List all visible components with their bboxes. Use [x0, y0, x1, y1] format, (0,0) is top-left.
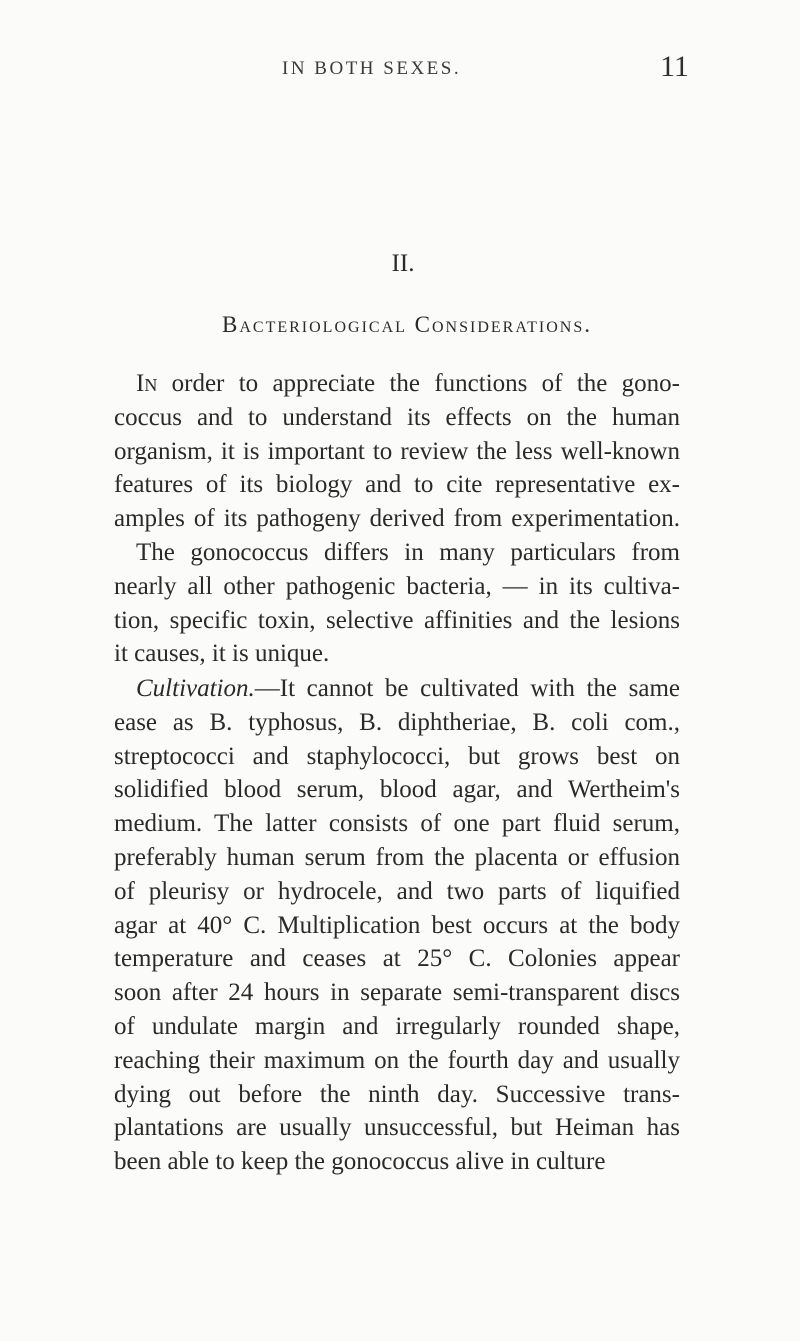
paragraph-line: tion, specific toxin, selective affinities and the lesions	[114, 606, 680, 634]
chapter-title	[0, 312, 800, 338]
paragraph-line: reaching their maximum on the fourth day and usually	[114, 1046, 680, 1074]
paragraph-introduction	[114, 367, 680, 671]
running-head: IN BOTH SEXES.	[282, 58, 462, 79]
paragraph-line: of pleurisy or hydrocele, and two parts of liquified	[114, 877, 680, 905]
paragraph-line: coccus and to understand its effects on the human	[114, 403, 680, 431]
paragraph-line: of undulate margin and irregularly rounded shape,	[114, 1012, 680, 1040]
page-number: 11	[660, 50, 689, 83]
paragraph-line: it causes, it is unique.	[114, 640, 330, 668]
paragraph-line: organism, it is important to review the less well-known	[114, 437, 680, 465]
chapter-number: II.	[391, 250, 415, 277]
chapter-title-text: Bacteriological Considerations.	[222, 312, 592, 337]
paragraph-lead-word: In	[136, 370, 158, 397]
paragraph-line: plantations are usually unsuccessful, but Heiman has	[114, 1114, 680, 1142]
paragraph-line: amples of its pathogeny derived from experimentation.	[114, 505, 680, 533]
paragraph-line: agar at 40° C. Multiplication best occurs at the body	[114, 911, 680, 939]
paragraph-cultivation	[114, 672, 680, 1179]
paragraph-line: soon after 24 hours in separate semi-transparent discs	[114, 979, 680, 1007]
paragraph-line: preferably human serum from the placenta or effusion	[114, 843, 680, 871]
paragraph-line: been able to keep the gonococcus alive in culture	[114, 1148, 606, 1176]
paragraph-line: Cultivation.—It cannot be cultivated with the same	[136, 675, 680, 702]
paragraph-line: temperature and ceases at 25° C. Colonies appear	[114, 945, 680, 973]
paragraph-line: ease as B. typhosus, B. diphtheriae, B. coli com.,	[114, 708, 680, 736]
paragraph-line: The gonococcus differs in many particulars from	[136, 538, 680, 566]
paragraph-line: streptococci and staphylococci, but grows best on	[114, 742, 680, 770]
paragraph-line: dying out before the ninth day. Successive trans-	[114, 1080, 680, 1108]
paragraph-line: In order to appreciate the functions of the gono-	[136, 370, 680, 397]
paragraph-line: nearly all other pathogenic bacteria, — in its cultiva-	[114, 572, 680, 600]
paragraph-line: solidified blood serum, blood agar, and Wertheim's	[114, 776, 680, 804]
paragraph-line: medium. The latter consists of one part fluid serum,	[114, 810, 680, 838]
section-heading-cultivation: Cultivation.	[136, 675, 255, 702]
paragraph-line: features of its biology and to cite representative ex-	[114, 471, 680, 499]
